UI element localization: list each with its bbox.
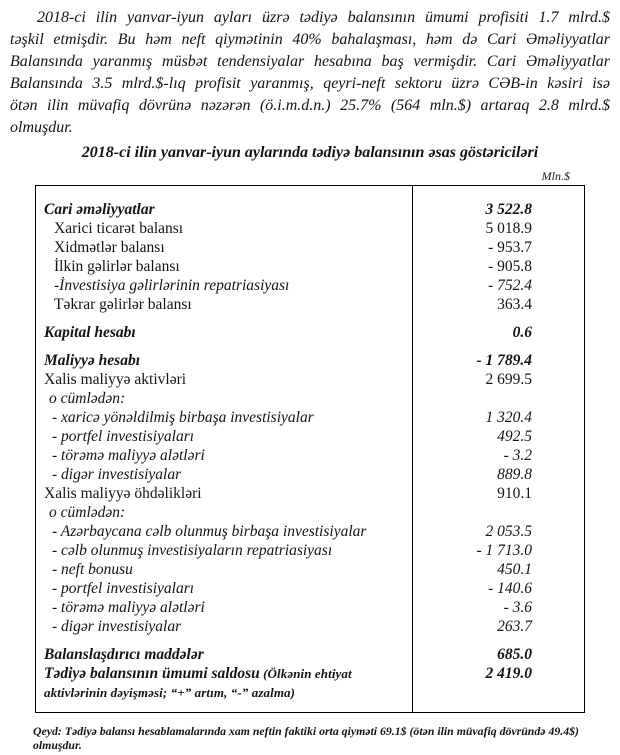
table-row (36, 200, 584, 219)
row-value: 889.8 (497, 466, 532, 483)
table-row (36, 370, 584, 389)
table-row (36, 276, 584, 295)
table-row (36, 522, 584, 541)
row-label: Cari əməliyyatlar (44, 201, 155, 218)
row-label: - xaricə yönəldilmiş birbaşa investisiyalar (52, 409, 314, 426)
row-label: Xidmətlər balansı (54, 239, 165, 256)
table-row (36, 465, 584, 484)
row-label: Maliyyə hesabı (44, 352, 140, 369)
row-value: - 905.8 (488, 258, 532, 275)
row-label: o cümlədən: (49, 390, 126, 407)
row-label: - törəmə maliyyə alətləri (52, 447, 205, 464)
row-value: 2 699.5 (485, 371, 532, 388)
row-label: Təkrar gəlirlər balansı (54, 296, 192, 313)
row-value: - 140.6 (488, 580, 532, 597)
row-value: 363.4 (497, 296, 532, 313)
row-label: - cəlb olunmuş investisiyaların repatriasiyası (52, 542, 333, 559)
row-value: 685.0 (497, 646, 532, 663)
table-row (36, 541, 584, 560)
balance-table (35, 185, 585, 713)
table-row (36, 295, 584, 314)
row-value: 450.1 (497, 561, 532, 578)
table-row (36, 351, 584, 370)
row-label: - törəmə maliyyə alətləri (52, 599, 205, 616)
row-value: 2 419.0 (485, 665, 532, 682)
row-label: - portfel investisiyaları (52, 428, 195, 445)
table-row (36, 446, 584, 465)
balance-table-body (36, 200, 584, 702)
row-value: 5 018.9 (485, 220, 532, 237)
row-label-note: (Ölkənin ehtiyat aktivlərinin dəyişməsi; “+” artım, “-” azalma) (44, 666, 352, 700)
table-row (36, 257, 584, 276)
row-value: 263.7 (497, 618, 532, 635)
row-value: 0.6 (512, 324, 532, 341)
row-value: - 953.7 (488, 239, 532, 256)
table-row (36, 219, 584, 238)
table-row (36, 664, 584, 702)
row-value: 1 320.4 (485, 409, 532, 426)
row-label: İlkin gəlirlər balansı (54, 258, 180, 275)
table-row (36, 389, 584, 408)
row-label: - portfel investisiyaları (52, 580, 195, 597)
row-label: o cümlədən: (49, 504, 126, 521)
table-row (36, 560, 584, 579)
row-label: -İnvestisiya gəlirlərinin repatriasiyası (54, 277, 290, 294)
table-row (36, 579, 584, 598)
row-value: - 3.6 (503, 599, 532, 616)
table-row (36, 427, 584, 446)
row-value: - 3.2 (503, 447, 532, 464)
row-value: - 752.4 (488, 277, 532, 294)
table-column-divider (412, 186, 414, 712)
row-label: Xalis maliyyə öhdəlikləri (44, 485, 202, 502)
row-value: 2 053.5 (485, 523, 532, 540)
row-value: 492.5 (497, 428, 532, 445)
table-title: 2018-ci ilin yanvar-iyun aylarında tədiyə balansının əsas göstəriciləri (81, 144, 539, 161)
row-label: - digər investisiyalar (52, 466, 182, 483)
row-label: Xarici ticarət balansı (54, 220, 184, 237)
row-label: - Azərbaycana cəlb olunmuş birbaşa investisiyalar (52, 523, 367, 540)
row-value: 3 522.8 (485, 201, 532, 218)
row-value: - 1 789.4 (476, 352, 532, 369)
table-row (36, 617, 584, 636)
row-label: - digər investisiyalar (52, 618, 182, 635)
footnote: Qeyd: Tədiyə balansı hesablamalarında xam neftin faktiki orta qiyməti 69.1$ (ötən ilin müvafiq dövründə 49.4$) olmuşdur. (33, 724, 579, 752)
table-row (36, 645, 584, 664)
table-row (36, 408, 584, 427)
intro-paragraph: 2018-ci ilin yanvar-iyun ayları üzrə tədiyə balansının ümumi profisiti 1.7 mlrd.$ təşkil etmişdir. Bu həm neft qiymətinin 40% bahalaşması, həm də Cari Əməliyyatlar Balansında yaranmış müsbət tendensiyalar hesabına baş vermişdir. Cari Əməliyyatlar Balansında 3.5 mlrd.$-lıq profisit yaranmış, qeyri-neft sektoru üzrə CƏB-in kəsiri isə ötən ilin müvafiq dövrünə nəzərən (ö.i.m.d.n.) 25.7% (564 mln.$) artaraq 2.8 mlrd.$ olmuşdur. (10, 9, 610, 136)
table-row (36, 238, 584, 257)
unit-label: Mln.$ (541, 169, 570, 183)
table-row (36, 598, 584, 617)
row-value: 910.1 (497, 485, 532, 502)
row-label: - neft bonusu (52, 561, 133, 578)
table-row (36, 503, 584, 522)
table-row (36, 323, 584, 342)
row-label: Tədiyə balansının ümumi saldosu (Ölkənin ehtiyat aktivlərinin dəyişməsi; “+” artım, “-” azalma) (44, 665, 352, 700)
table-row (36, 484, 584, 503)
row-label: Kapital hesabı (44, 324, 136, 341)
row-label: Xalis maliyyə aktivləri (44, 371, 187, 388)
row-value: - 1 713.0 (476, 542, 532, 559)
row-label: Balanslaşdırıcı maddələr (44, 646, 204, 663)
